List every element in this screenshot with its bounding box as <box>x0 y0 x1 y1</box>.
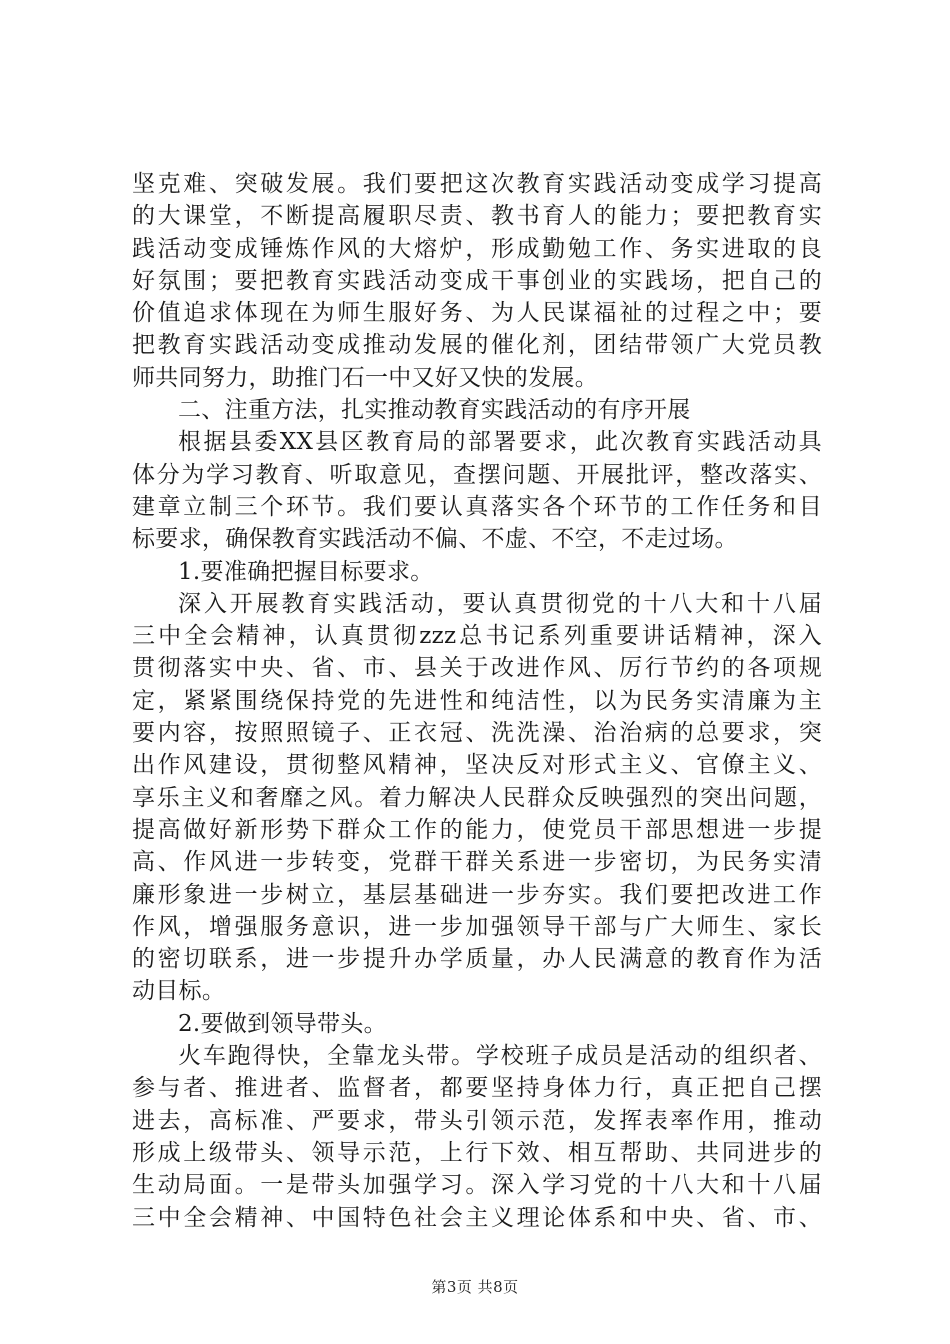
subsection-heading: 1.要准确把握目标要求。 <box>178 558 434 585</box>
text-line: 师共同努力，助推门石一中又好又快的发展。 <box>132 364 598 391</box>
text-line: 享乐主义和奢靡之风。着力解决人民群众反映强烈的突出问题， <box>132 784 822 811</box>
text-line: 深入开展教育实践活动，要认真贯彻党的十八大和十八届 <box>178 590 822 617</box>
text-line: 建章立制三个环节。我们要认真落实各个环节的工作任务和目 <box>132 493 822 520</box>
text-line: 动目标。 <box>132 978 226 1005</box>
page-footer: 第3页 共8页 <box>431 1278 519 1296</box>
body-text <box>132 168 822 1234</box>
text-line: 三中全会精神、中国特色社会主义理论体系和中央、省、市、 <box>132 1204 822 1231</box>
text-line: 定，紧紧围绕保持党的先进性和纯洁性，以为民务实清廉为主 <box>132 687 822 714</box>
text-line: 价值追求体现在为师生服好务、为人民谋福祉的过程之中；要 <box>132 300 822 327</box>
text-line: 高、作风进一步转变，党群干群关系进一步密切，为民务实清 <box>132 849 822 876</box>
text-line: 的大课堂，不断提高履职尽责、教书育人的能力；要把教育实 <box>132 203 822 230</box>
text-line: 形成上级带头、领导示范，上行下效、相互帮助、共同进步的 <box>132 1139 822 1166</box>
text-line: 把教育实践活动变成推动发展的催化剂，团结带领广大党员教 <box>132 332 822 359</box>
text-line: 要内容，按照照镜子、正衣冠、洗洗澡、治治病的总要求，突 <box>132 720 822 747</box>
text-line: 生动局面。一是带头加强学习。深入学习党的十八大和十八届 <box>132 1172 822 1199</box>
text-line: 坚克难、突破发展。我们要把这次教育实践活动变成学习提高 <box>132 171 822 197</box>
text-line: 贯彻落实中央、省、市、县关于改进作风、厉行节约的各项规 <box>132 655 822 682</box>
text-line: 参与者、推进者、监督者，都要坚持身体力行，真正把自己摆 <box>132 1075 822 1102</box>
subsection-heading: 2.要做到领导带头。 <box>178 1010 387 1037</box>
text-line: 提高做好新形势下群众工作的能力，使党员干部思想进一步提 <box>132 816 822 843</box>
text-line: 根据县委XX县区教育局的部署要求，此次教育实践活动具 <box>178 429 822 456</box>
text-line: 廉形象进一步树立，基层基础进一步夯实。我们要把改进工作 <box>132 881 822 908</box>
text-line: 的密切联系，进一步提升办学质量，办人民满意的教育作为活 <box>132 946 822 973</box>
text-line: 好氛围；要把教育实践活动变成干事创业的实践场，把自己的 <box>132 267 822 294</box>
section-heading: 二、注重方法，扎实推动教育实践活动的有序开展 <box>178 397 691 424</box>
text-line: 出作风建设，贯彻整风精神，坚决反对形式主义、官僚主义、 <box>132 752 822 779</box>
text-line: 三中全会精神，认真贯彻zzz总书记系列重要讲话精神，深入 <box>132 623 822 650</box>
text-line: 践活动变成锤炼作风的大熔炉，形成勤勉工作、务实进取的良 <box>132 235 822 262</box>
text-line: 体分为学习教育、听取意见，查摆问题、开展批评，整改落实、 <box>132 461 822 488</box>
text-line: 进去，高标准、严要求，带头引领示范，发挥表率作用，推动 <box>132 1107 822 1134</box>
text-line: 火车跑得快，全靠龙头带。学校班子成员是活动的组织者、 <box>178 1043 822 1070</box>
text-line: 作风，增强服务意识，进一步加强领导干部与广大师生、家长 <box>132 913 822 940</box>
text-line: 标要求，确保教育实践活动不偏、不虚、不空，不走过场。 <box>132 526 738 553</box>
